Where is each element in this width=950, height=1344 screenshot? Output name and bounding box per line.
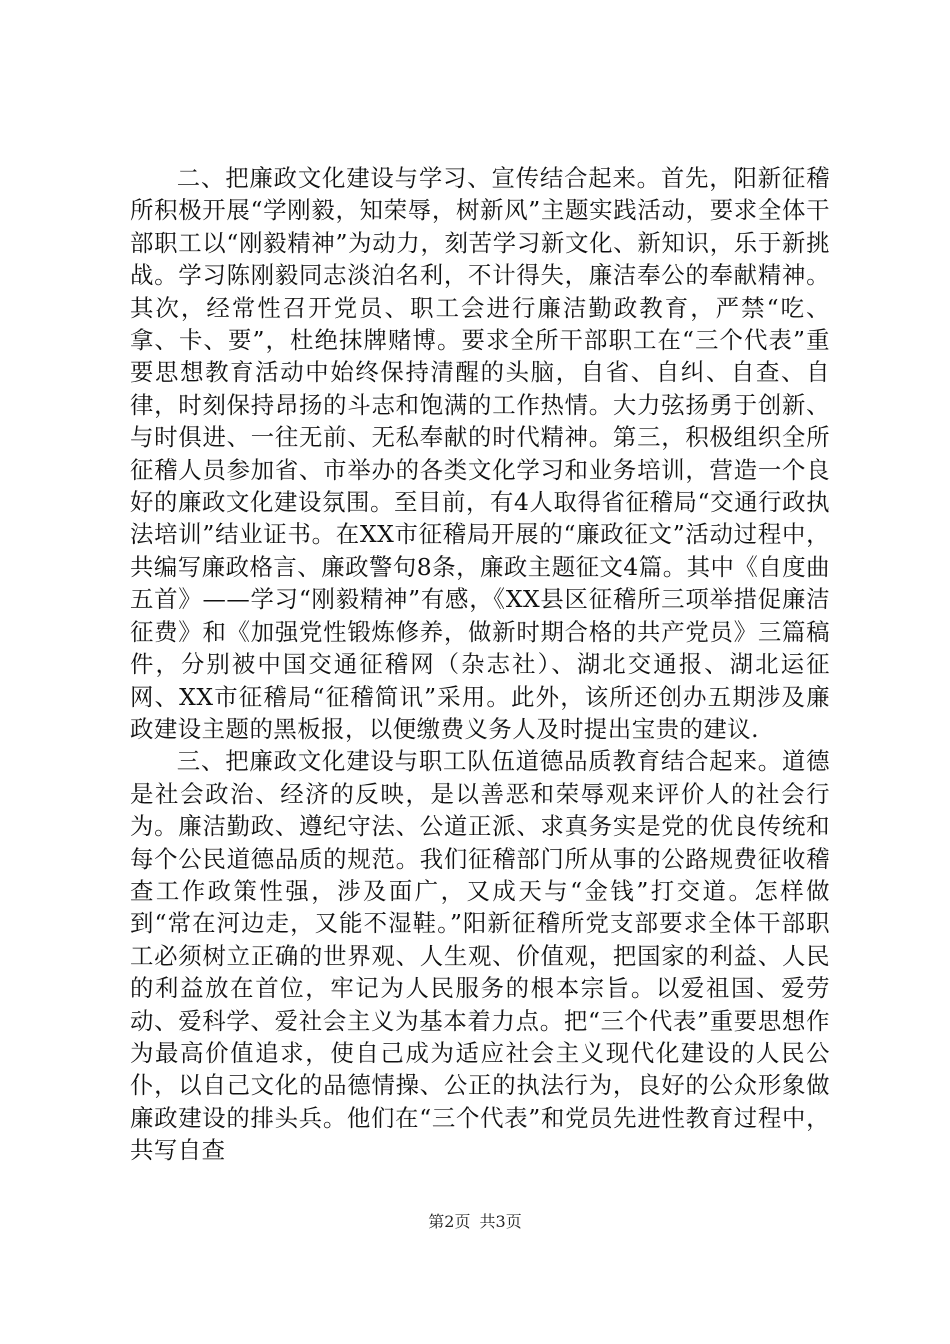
paragraph-section-two: 二、把廉政文化建设与学习、宣传结合起来。首先，阳新征稽所积极开展“学刚毅，知荣辱，树新风”主题实践活动，要求全体干部职工以“刚毅精神”为动力，刻苦学习新文化、新知识，乐于新挑战。学习陈刚毅同志淡泊名利，不计得失，廉洁奉公的奉献精神。其次，经常性召开党员、职工会进行廉洁勤政教育，严禁“吃、拿、卡、要”，杜绝抹牌赌博。要求全所干部职工在“三个代表”重要思想教育活动中始终保持清醒的头脑，自省、自纠、自查、自律，时刻保持昂扬的斗志和饱满的工作热情。大力弦扬勇于创新、与时俱进、一往无前、无私奉献的时代精神。第三，积极组织全所征稽人员参加省、市举办的各类文化学习和业务培训，营造一个良好的廉政文化建设氛围。至目前，有4人取得省征稽局“交通行政执法培训”结业证书。在XX市征稽局开展的“廉政征文”活动过程中，共编写廉政格言、廉政警句8条，廉政主题征文4篇。其中《自度曲五首》——学习“刚毅精神”有感，《XX县区征稽所三项举措促廉洁征费》和《加强党性锻炼修养，做新时期合格的共产党员》三篇稿件，分别被中国交通征稽网（杂志社）、湖北交通报、湖北运征网、XX市征稽局“征稽简讯”采用。此外，该所还创办五期涉及廉政建设主题的黑板报，以便缴费义务人及时提出宝贵的建议.: [130, 164, 830, 743]
page-total: 共3页: [479, 1212, 522, 1231]
page-footer: [0, 1212, 950, 1232]
paragraph-section-three: 三、把廉政文化建设与职工队伍道德品质教育结合起来。道德是社会政治、经济的反映，是以善恶和荣辱观来评价人的社会行为。廉洁勤政、遵纪守法、公道正派、求真务实是党的优良传统和每个公民道德品质的规范。我们征稽部门所从事的公路规费征收稽查工作政策性强，涉及面广，又成天与“金钱”打交道。怎样做到“常在河边走，又能不湿鞋。”阳新征稽所党支部要求全体干部职工必须树立正确的世界观、人生观、价值观，把国家的利益、人民的利益放在首位，牢记为人民服务的根本宗旨。以爱祖国、爱劳动、爱科学、爱社会主义为基本着力点。把“三个代表”重要思想作为最高价值追求，使自己成为适应社会主义现代化建设的人民公仆，以自己文化的品德情操、公正的执法行为，良好的公众形象做廉政建设的排头兵。他们在“三个代表”和党员先进性教育过程中，共写自查: [130, 747, 830, 1165]
page-number: 第2页: [428, 1212, 471, 1231]
document-body: [130, 162, 830, 1167]
